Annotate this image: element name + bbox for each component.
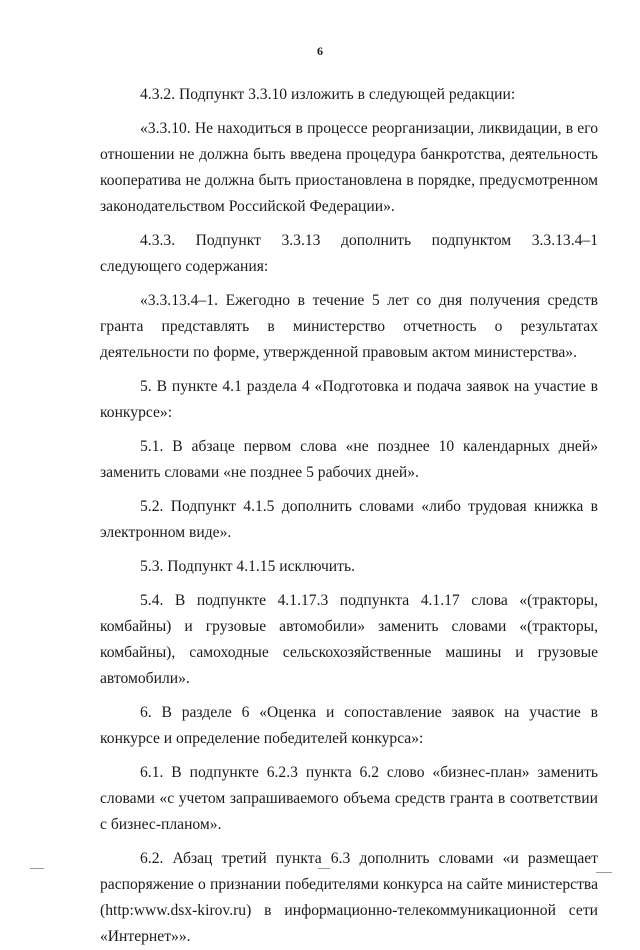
paragraph-4-3-2: 4.3.2. Подпункт 3.3.10 изложить в следующей редакции:: [140, 86, 516, 103]
paragraph-5-2: 5.2. Подпункт 4.1.5 дополнить словами «либо трудовая книжка в электронном виде».: [100, 498, 598, 541]
paragraph-4-3-3: 4.3.3. Подпункт 3.3.13 дополнить подпунктом 3.3.13.4–1 следующего содержания:: [100, 232, 598, 275]
paragraph-5-4: 5.4. В подпункте 4.1.17.3 подпункта 4.1.17 слова «(тракторы, комбайны) и грузовые автомобили» заменить словами «(тракторы, комбайны), самоходные сельскохозяйственные машины и грузовые автомобили».: [100, 592, 598, 687]
paragraph-3-3-13-4-1: «3.3.13.4–1. Ежегодно в течение 5 лет со дня получения средств гранта представлять в министерство отчетность о результатах деятельности по форме, утвержденной правовым актом министерства».: [100, 292, 598, 361]
page-number: 6: [317, 44, 323, 58]
paragraph-5-1: 5.1. В абзаце первом слова «не позднее 10 календарных дней» заменить словами «не позднее 5 рабочих дней».: [100, 438, 598, 481]
paragraph-6: 6. В разделе 6 «Оценка и сопоставление заявок на участие в конкурсе и определение победителей конкурса»:: [100, 704, 598, 747]
scan-speck: [318, 868, 330, 869]
paragraph-6-1: 6.1. В подпункте 6.2.3 пункта 6.2 слово «бизнес-план» заменить словами «с учетом запрашиваемого объема средств гранта в соответствии с бизнес-планом».: [100, 764, 598, 833]
scan-speck: [30, 868, 44, 869]
document-body: [100, 82, 598, 950]
paragraph-6-2: 6.2. Абзац третий пункта 6.3 дополнить словами «и размещает распоряжение о признании победителями конкурса на сайте министерства (http:www.dsx-kirov.ru) в информационно-телекоммуникационной сети «Интернет»».: [100, 850, 598, 945]
paragraph-5-3: 5.3. Подпункт 4.1.15 исключить.: [140, 558, 355, 575]
scan-speck: [596, 872, 612, 873]
paragraph-5: 5. В пункте 4.1 раздела 4 «Подготовка и подача заявок на участие в конкурсе»:: [100, 378, 598, 421]
paragraph-3-3-10: «3.3.10. Не находиться в процессе реорганизации, ликвидации, в его отношении не должна быть введена процедура банкротства, деятельность кооператива не должна быть приостановлена в порядке, предусмотренном законодательством Российской Федерации».: [100, 120, 598, 215]
